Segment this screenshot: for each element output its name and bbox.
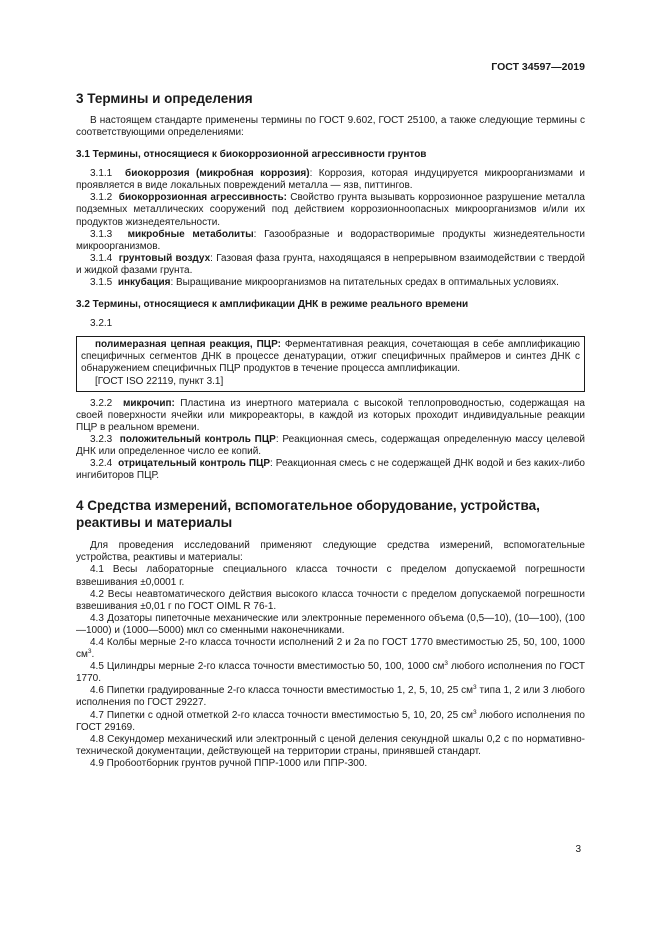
- term-3-2-1-number: 3.2.1: [90, 318, 113, 330]
- item-4-5: 4.5 Цилиндры мерные 2-го класса точности вместимостью 50, 100, 1000 $см^3$ любого исполнения по ГОСТ 1770.: [76, 660, 585, 685]
- term-3-2-2: 3.2.2 микрочип: Пластина из инертного материала с высокой теплопроводностью, содержащая на своей поверхности ячейки или микрореакторы, в каждой из которых проходит индивидуальные реакции ПЦР в реальном времени.: [76, 397, 585, 433]
- term-3-1-4: 3.1.4 грунтовый воздух: Газовая фаза грунта, находящаяся в непрерывном взаимодействии с твердой и жидкой фазами грунта.: [76, 252, 585, 276]
- term-3-2-3: 3.2.3 положительный контроль ПЦР: Реакционная смесь, содержащая определенную массу целевой ДНК или определенное число ее копий.: [76, 433, 585, 457]
- section-4-title: 4 Средства измерений, вспомогательное оборудование, устройства, реактивы и материалы: [76, 498, 540, 531]
- item-4-7: 4.7 Пипетки с одной отметкой 2-го класса точности вместимостью 5, 10, 20, 25 $см^3$ любого исполнения по ГОСТ 29169.: [76, 708, 585, 733]
- item-4-1: 4.1 Весы лабораторные специального класса точности с пределом допускаемой погрешности взвешивания ±0,0001 г.: [76, 564, 585, 588]
- section-3-intro: В настоящем стандарте применены термины по ГОСТ 9.602, ГОСТ 25100, а также следующие термины с соответствующими определениями:: [76, 115, 585, 139]
- term-3-1-2: 3.1.2 биокоррозионная агрессивность: Свойство грунта вызывать коррозионное разрушение металла подземных металлических сооружений под действием коррозионноопасных микроорганизмов и/или их продуктов жизнедеятельности.: [76, 192, 585, 228]
- section-3-title: 3 Термины и определения: [76, 91, 253, 106]
- document-code: ГОСТ 34597—2019: [491, 61, 585, 73]
- quoted-definition-box: [76, 336, 585, 391]
- term-3-1-3: 3.1.3 микробные метаболиты: Газообразные и водорастворимые продукты жизнедеятельности микроорганизмов.: [76, 228, 585, 252]
- item-4-9: 4.9 Пробоотборник грунтов ручной ППР-1000 или ППР-300.: [90, 757, 368, 769]
- item-4-4: 4.4 Колбы мерные 2-го класса точности исполнений 2 и 2а по ГОСТ 1770 вместимостью 25, 50, 100, 1000 $см^3$.: [76, 637, 585, 661]
- item-4-6: 4.6 Пипетки градуированные 2-го класса точности вместимостью 1, 2, 5, 10, 25 $см^3$ типа 1, 2 или 3 любого исполнения по ГОСТ 29227.: [76, 684, 585, 709]
- definition-reference: [ГОСТ ISO 22119, пункт 3.1]: [95, 375, 224, 387]
- term-3-1-5: 3.1.5 инкубация: Выращивание микроорганизмов на питательных средах в оптимальных условиях.: [90, 277, 559, 289]
- subsection-3-2-title: 3.2 Термины, относящиеся к амплификации ДНК в режиме реального времени: [76, 299, 469, 311]
- term-3-2-4: 3.2.4 отрицательный контроль ПЦР: Реакционная смесь с не содержащей ДНК водой и без каких-либо ингибиторов ПЦР.: [76, 458, 585, 482]
- section-4-intro: Для проведения исследований применяют следующие средства измерений, вспомогательные устройства, реактивы и материалы:: [76, 540, 585, 564]
- item-4-3: 4.3 Дозаторы пипеточные механические или электронные переменного объема (0,5—10), (10—100), (100—1000) и (1000—5000) мкл со сменными наконечниками.: [76, 612, 585, 636]
- page-number: 3: [575, 844, 581, 855]
- page-content: [76, 90, 585, 770]
- term-3-2-1: полимеразная цепная реакция, ПЦР: Ферментативная реакция, сочетающая в себе амплификацию специфичных сегментов ДНК в процессе денатурации, отжиг специфичных праймеров и синтез ДНК с обнаружением специфичных ПЦР продуктов в течение процесса амплификации.: [81, 339, 580, 375]
- item-4-2: 4.2 Весы неавтоматического действия высокого класса точности с пределом допускаемой погрешности взвешивания ±0,01 г по ГОСТ OIML R 76-1.: [76, 588, 585, 612]
- item-4-8: 4.8 Секундомер механический или электронный с ценой деления секундной шкалы 0,2 с по нормативно-технической документации, действующей на территории страны, принявшей стандарт.: [76, 733, 585, 757]
- term-3-1-1: 3.1.1 биокоррозия (микробная коррозия): Коррозия, которая индуцируется микроорганизмами и проявляется в виде локальных повреждений металла — язв, питтингов.: [76, 168, 586, 192]
- subsection-3-1-title: 3.1 Термины, относящиеся к биокоррозионной агрессивности грунтов: [76, 149, 427, 161]
